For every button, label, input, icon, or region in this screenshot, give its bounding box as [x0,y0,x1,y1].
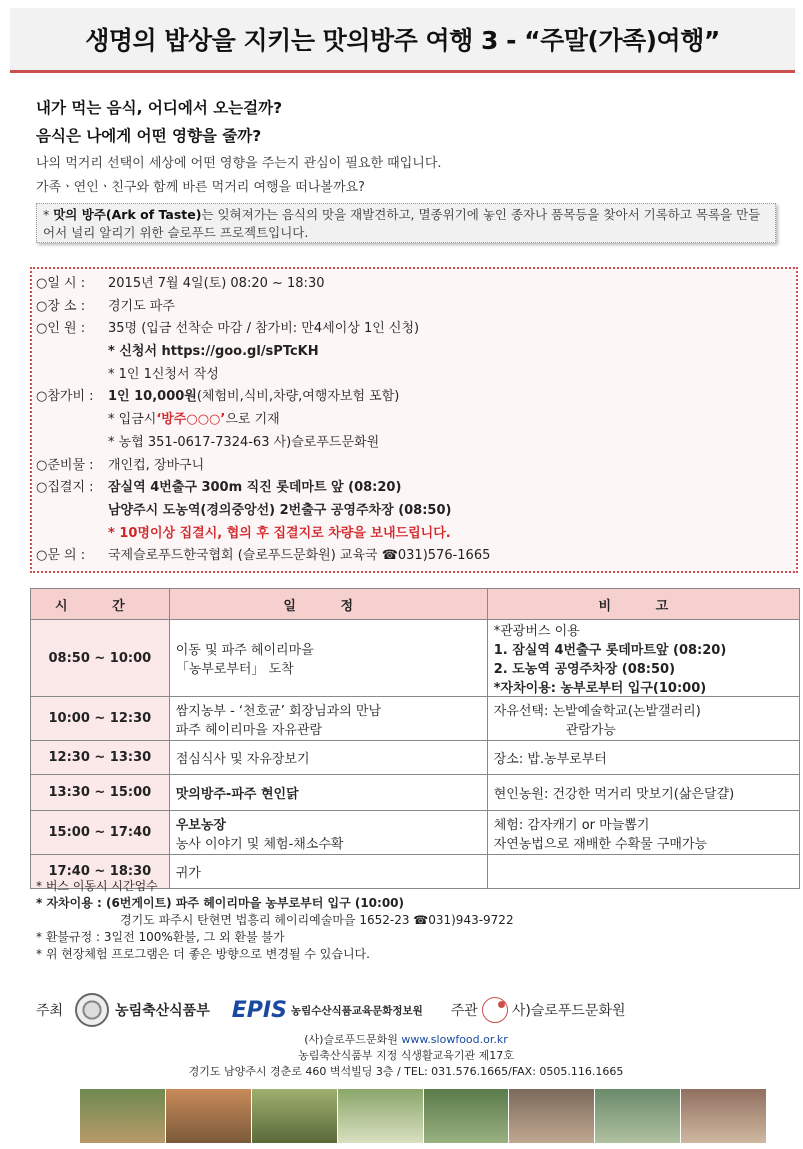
header-plan: 일 정 [169,589,487,620]
people-row [36,318,796,341]
ministry-logo-icon [75,993,109,1027]
prep-row [36,455,796,478]
meet-point-1: 잠실역 4번출구 300m 직진 롯데마트 앞 (08:20) [108,480,402,496]
people-value: 35명 (입금 선착순 마감 / 참가비: 만4세이상 1인 신청) [108,321,420,337]
photo [681,1089,767,1143]
prep-label: ○준비물 : [36,457,94,473]
page-title: 생명의 밥상을 지키는 맛의방주 여행 3 - “주말(가족)여행” [85,26,720,55]
meet-note: * 10명이상 집결시, 협의 후 집결지로 차량을 보내드립니다. [108,525,451,541]
note-line: 1. 잠실역 4번출구 롯데마트앞 (08:20) [493,643,727,658]
note-line: 관람가능 [565,722,616,738]
plan-line: 농사 이야기 및 체험-채소수확 [175,836,344,852]
schedule-time: 08:50 ~ 10:00 [31,620,170,697]
schedule-time: 10:00 ~ 12:30 [31,697,170,741]
intro-question-2: 음식은 나에게 어떤 영향을 줄까? [36,127,262,145]
schedule-plan [169,811,487,855]
note-line: *자차이용: 농부로부터 입구(10:00) [493,681,707,696]
ark-bold: 맛의 방주(Ark of Taste) [53,207,202,222]
contact-line-3: 경기도 남양주시 경춘로 460 벽석빌딩 3층 / TEL: 031.576.1665/FAX: 0505.116.1665 [188,1065,624,1078]
plan-line: 쌈지농부 - ‘천호균’ 회장님과의 만남 [175,703,382,719]
schedule-plan [169,620,487,697]
plan-line: 귀가 [175,866,201,881]
meet-label: ○집결지 : [36,480,94,496]
contact-row [36,545,796,568]
contact-line-2: 농림축산식품부 지정 식생활교육기관 제17호 [298,1049,514,1062]
slowfood-logo-icon [482,997,508,1023]
contact-org: (사)슬로푸드문화원 [304,1033,402,1046]
note-line: 현인농원: 건강한 먹거리 맛보기(삶은달걀) [493,787,735,802]
note-line: 2. 도농역 공영주차장 (08:50) [493,662,676,677]
note-line: 장소: 밥.농부로부터 [493,752,607,767]
photo-strip [80,1089,767,1143]
meet-point-2: 남양주시 도농역(경의중앙선) 2번출구 공영주차장 (08:50) [108,502,452,518]
intro-question-1: 내가 먹는 음식, 어디에서 오는걸까? [36,99,283,117]
fee-note-b: ‘방주○○○’ [156,412,226,428]
schedule-row [31,741,800,775]
intro-paragraph-1: 나의 먹거리 선택이 세상에 어떤 영향을 주는지 관심이 필요한 때입니다. [36,156,442,171]
org-ministry: 농림축산식품부 [115,1003,210,1019]
fee-deposit-note [36,409,796,432]
intro-section [36,96,776,200]
schedule-plan [169,741,487,775]
plan-line: 이동 및 파주 헤이리마을 [175,643,314,658]
org-epis: 농림수산식품교육문화정보원 [290,1004,423,1017]
place-row [36,296,796,319]
plan-line: 우보농장 [175,817,226,833]
schedule-note [487,741,799,775]
contact-label: ○문 의 : [36,548,86,564]
sponsor-row [36,992,776,1028]
place-label: ○장 소 : [36,298,86,314]
schedule-plan [169,697,487,741]
schedule-table [30,588,800,889]
note-line: * 버스 이동시 시간엄수 [36,879,158,893]
host-label: 주최 [36,1003,64,1019]
fee-detail: (체험비,식비,차량,여행자보험 포함) [196,389,400,405]
plan-line: 「농부로부터」 도착 [175,662,294,677]
photo [338,1089,424,1143]
title-bar [10,8,795,73]
schedule-row [31,811,800,855]
org-slowfood: 사)슬로푸드문화원 [511,1003,626,1019]
plan-line: 파주 헤이리마을 자유관람 [175,722,323,738]
schedule-header-row [31,589,800,620]
notes-section [36,878,776,963]
fee-label: ○참가비 : [36,389,94,405]
meet-row [36,477,796,500]
place-value: 경기도 파주 [108,298,175,314]
schedule-time: 17:40 ~ 18:30 [31,855,170,889]
note-line: * 자차이용 : (6번게이트) 파주 헤이리마을 농부로부터 입구 (10:00) [36,896,405,910]
date-value: 2015년 7월 4일(토) 08:20 ~ 18:30 [108,276,325,291]
event-info-box [30,267,798,573]
application-link[interactable]: * 신청서 https://goo.gl/sPTcKH [108,344,319,360]
photo [80,1089,166,1143]
fee-note-a: * 입금시 [108,412,157,428]
note-line: *관광버스 이용 [493,624,580,639]
photo [252,1089,338,1143]
schedule-note [487,620,799,697]
note-line: 경기도 파주시 탄현면 법흥리 헤이리예술마을 1652-23 ☎031)943-9722 [120,913,514,927]
website-link[interactable]: www.slowfood.or.kr [401,1033,508,1046]
manage-label: 주관 [450,1003,478,1019]
epis-logo: EPIS [231,997,287,1023]
date-label: ○일 시 : [36,276,86,291]
schedule-time: 15:00 ~ 17:40 [31,811,170,855]
header-note: 비 고 [487,589,799,620]
plan-line: 맛의방주-파주 현인닭 [175,787,299,802]
photo [424,1089,510,1143]
contact-block [36,1032,776,1080]
note-line: * 환불규정 : 3일전 100%환불, 그 외 환불 불가 [36,930,285,944]
date-row [36,273,796,296]
schedule-note [487,811,799,855]
note-line: 체험: 감자캐기 or 마늘뽑기 [493,817,650,833]
schedule-note [487,775,799,811]
fee-note-c: 으로 기재 [225,412,280,428]
schedule-row [31,775,800,811]
note-line: 자유선택: 논밭예술학교(논밭갤러리) [493,703,701,719]
ark-text: 는 잊혀져가는 음식의 맛을 재발견하고, 멸종위기에 놓인 종자나 품목등을 찾아서 기록하고 목록을 만들어서 널리 알리기 위한 슬로푸드 프로젝트입니다. [43,207,761,240]
footer [36,992,776,1080]
ark-of-taste-note [36,203,776,243]
contact-value: 국제슬로푸드한국협회 (슬로푸드문화원) 교육국 ☎031)576-1665 [108,548,491,564]
schedule-time: 12:30 ~ 13:30 [31,741,170,775]
intro-paragraph-2: 가족ㆍ연인ㆍ친구와 함께 바른 먹거리 여행을 떠나볼까요? [36,180,365,195]
schedule-plan [169,775,487,811]
schedule-row [31,620,800,697]
prep-value: 개인컵, 장바구니 [108,457,205,473]
people-label: ○인 원 : [36,321,86,337]
photo [595,1089,681,1143]
schedule-time: 13:30 ~ 15:00 [31,775,170,811]
plan-line: 점심식사 및 자유장보기 [175,752,310,767]
schedule-note [487,697,799,741]
schedule-row [31,697,800,741]
photo [166,1089,252,1143]
note-line: * 위 현장체험 프로그램은 더 좋은 방향으로 변경될 수 있습니다. [36,947,370,961]
bank-account: * 농협 351-0617-7324-63 사)슬로푸드문화원 [108,434,380,450]
contact-line-1 [36,1032,776,1048]
header-time: 시 간 [31,589,170,620]
note-line: 자연농법으로 재배한 수확물 구매가능 [493,836,708,852]
fee-amount: 1인 10,000원 [108,389,197,405]
photo [509,1089,595,1143]
people-note: * 1인 1신청서 작성 [108,366,219,382]
ark-prefix: * [43,207,54,222]
fee-row [36,386,796,409]
